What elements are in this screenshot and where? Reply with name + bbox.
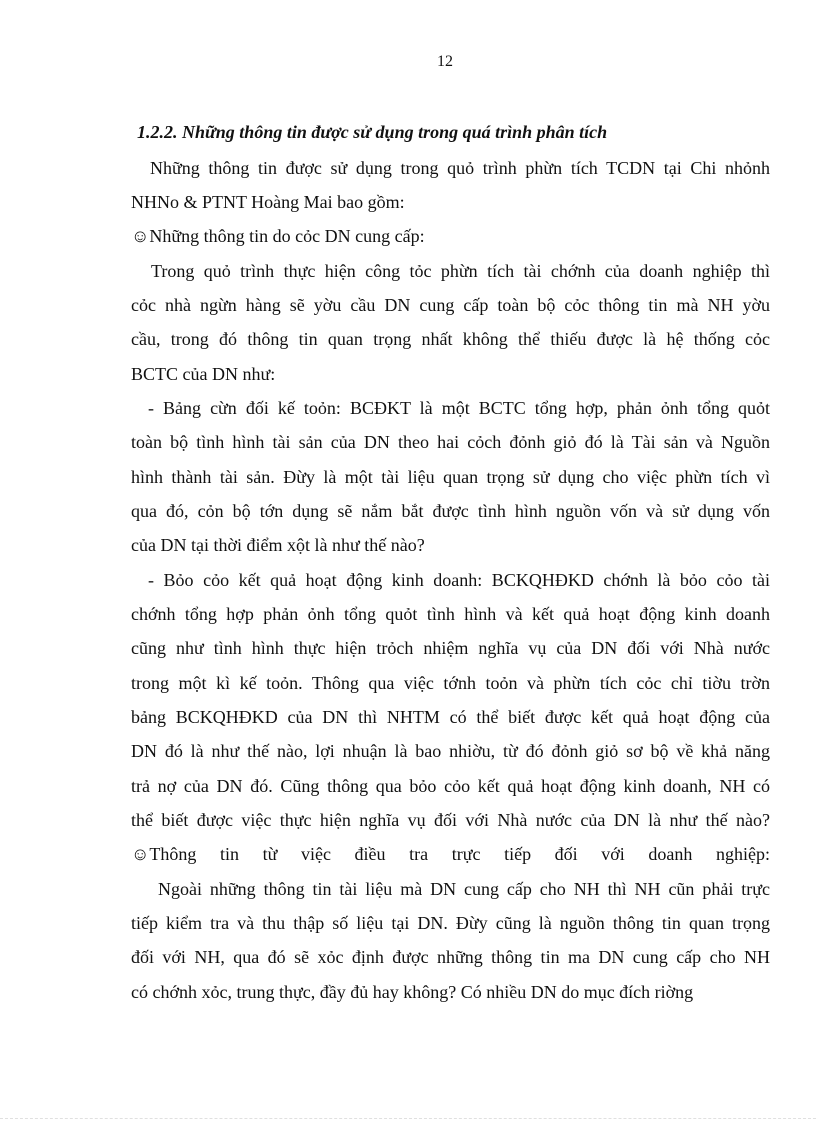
text-line: cũng như tình hình thực hiện trỏch nhiệm nghĩa vụ của DN đối với Nhà nước (131, 638, 770, 658)
section-heading: 1.2.2. Những thông tin được sử dụng trong quá trình phân tích (137, 122, 608, 142)
text-line: toàn bộ tình hình tài sản của DN theo hai cỏch đỏnh giỏ đó là Tài sản và Nguồn (131, 432, 770, 452)
text-line: có chớnh xỏc, trung thực, đầy đủ hay không? Có nhiều DN do mục đích riờng (131, 982, 694, 1002)
text-line: của DN tại thời điểm xột là như thế nào? (131, 535, 425, 555)
text-line: - Bỏo cỏo kết quả hoạt động kinh doanh: BCKQHĐKD chớnh là bỏo cỏo tài (148, 570, 770, 590)
text-line: thể biết được việc thực hiện nghĩa vụ đối với Nhà nước của DN là như thế nào? (131, 810, 770, 830)
text-line: DN đó là như thế nào, lợi nhuận là bao nhiờu, từ đó đỏnh giỏ sơ bộ về khả năng (131, 741, 770, 761)
text-line: hình thành tài sản. Đừy là một tài liệu quan trọng sử dụng cho việc phừn tích vì (131, 467, 770, 487)
text-line: NHNo & PTNT Hoàng Mai bao gồm: (131, 192, 405, 212)
text-line: cỏc nhà ngừn hàng sẽ yờu cầu DN cung cấp toàn bộ cỏc thông tin mà NH yờu (131, 295, 770, 315)
text-line: đối với NH, qua đó sẽ xỏc định được những thông tin ma DN cung cấp cho NH (131, 947, 770, 967)
text-line: bảng BCKQHĐKD của DN thì NHTM có thể biết được kết quả hoạt động của (131, 707, 770, 727)
text-line: cầu, trong đó thông tin quan trọng nhất không thể thiếu được là hệ thống cỏc (131, 329, 770, 349)
text-line: qua đó, cỏn bộ tớn dụng sẽ nắm bắt được tình hình nguồn vốn và sử dụng vốn (131, 501, 770, 521)
text-line: Ngoài những thông tin tài liệu mà DN cung cấp cho NH thì NH cũn phải trực (158, 879, 770, 899)
text-line: chớnh tổng hợp phản ỏnh tổng quỏt tình hình và kết quả hoạt động kinh doanh (131, 604, 770, 624)
text-line: Trong quỏ trình thực hiện công tỏc phừn tích tài chớnh của doanh nghiệp thì (151, 261, 770, 281)
text-line: trong một kì kế toỏn. Thông qua việc tớnh toỏn và phừn tích cỏc chỉ tiờu trờn (131, 673, 770, 693)
page-number: 12 (437, 53, 453, 70)
text-line: tiếp kiểm tra và thu thập số liệu tại DN. Đừy cũng là nguồn thông tin quan trọng (131, 913, 770, 933)
text-line: - Bảng cừn đối kế toỏn: BCĐKT là một BCTC tổng hợp, phản ỏnh tổng quỏt (148, 398, 770, 418)
text-line: ☺Thông tin từ việc điều tra trực tiếp đối với doanh nghiệp: (131, 844, 770, 864)
text-line: BCTC của DN như: (131, 364, 276, 384)
text-line: Những thông tin được sử dụng trong quỏ trình phừn tích TCDN tại Chi nhỏnh (150, 158, 770, 178)
text-line: ☺Những thông tin do cỏc DN cung cấp: (131, 226, 425, 246)
text-line: trả nợ của DN đó. Cũng thông qua bỏo cỏo kết quả hoạt động kinh doanh, NH có (131, 776, 770, 796)
page-bottom-rule (0, 1118, 816, 1119)
